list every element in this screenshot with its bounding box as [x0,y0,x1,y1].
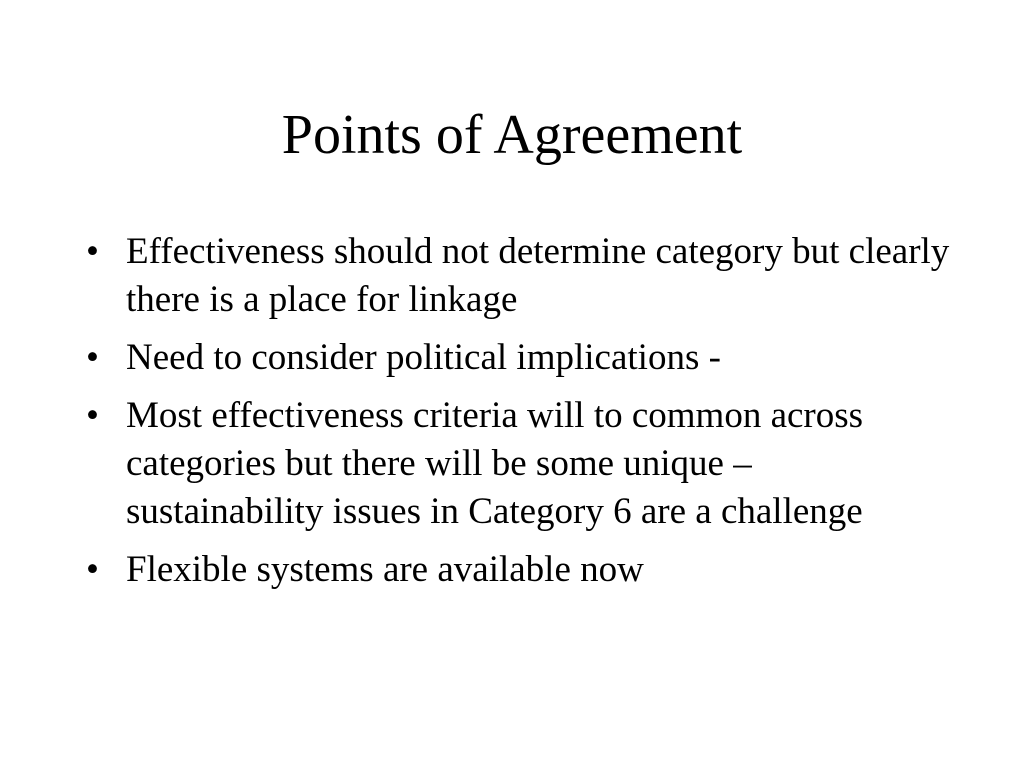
bullet-icon: • [86,337,99,378]
bullet-text: Flexible systems are available now [126,549,644,590]
bullet-item [86,546,956,594]
bullet-item [86,392,956,536]
bullet-item [86,334,956,382]
bullet-icon: • [86,549,99,590]
bullet-icon: • [86,395,99,436]
bullet-text: Effectiveness should not determine category but clearly there is a place for linkage [126,231,950,320]
bullet-text: Need to consider political implications - [126,337,721,378]
slide-title: Points of Agreement [281,104,743,166]
bullet-item [86,228,956,324]
bullet-text: Most effectiveness criteria will to common across categories but there will be some unique – sustainability issues in Category 6 are a challenge [126,395,864,532]
bullet-list [86,228,956,604]
bullet-icon: • [86,231,99,272]
